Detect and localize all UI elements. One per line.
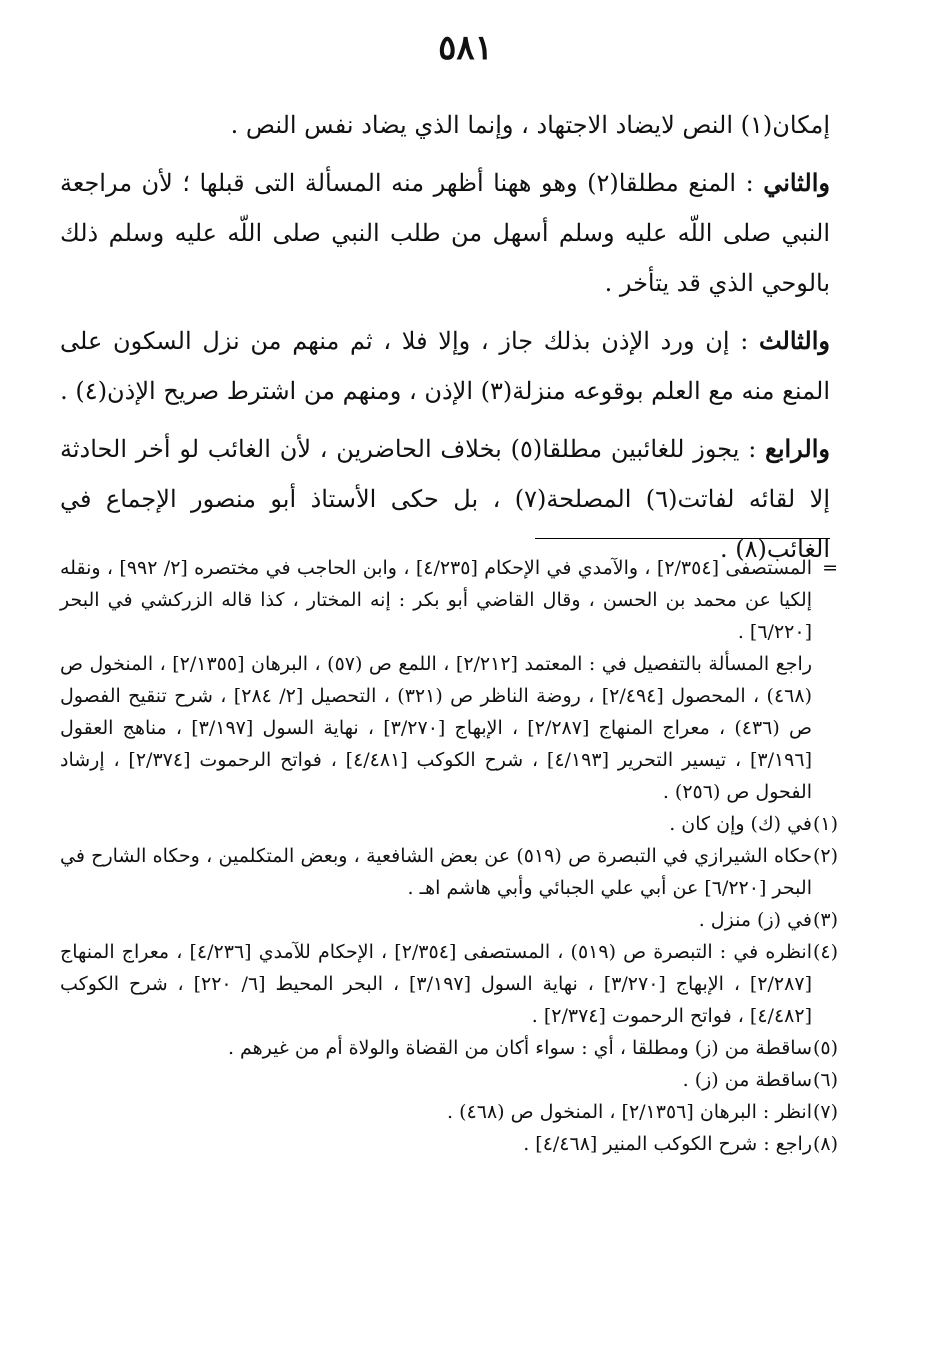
footnote-6-mark: (٦)	[812, 1069, 838, 1091]
footnote-2-mark: (٢)	[812, 845, 838, 867]
footnote-7-mark: (٧)	[812, 1101, 838, 1123]
footnote-5-mark: (٥)	[812, 1037, 838, 1059]
footnote-4-mark: (٤)	[812, 941, 838, 963]
footnote-8-mark: (٨)	[812, 1133, 838, 1155]
paragraph-3	[60, 316, 830, 416]
footnote-1-mark: (١)	[812, 813, 838, 835]
paragraph-2-lead: والثاني	[763, 168, 830, 197]
footnote-2-text: حكاه الشيرازي في التبصرة ص (٥١٩) عن بعض الشافعية ، وبعض المتكلمين ، وحكاه الشارح في البحر [٦/٢٢٠] عن أبي علي الجبائي وأبي هاشم اهـ .	[60, 845, 812, 899]
footnote-5	[60, 1032, 838, 1064]
footnote-1	[60, 808, 838, 840]
footnote-7-text: انظر : البرهان [٢/١٣٥٦] ، المنخول ص (٤٦٨) .	[447, 1101, 812, 1123]
footnote-4-text: انظره في : التبصرة ص (٥١٩) ، المستصفى [٢/٣٥٤] ، الإحكام للآمدي [٤/٢٣٦] ، معراج المنهاج [٢/٢٨٧] ، الإبهاج [٣/٢٧٠] ، نهاية السول [٣/١٩٧] ، البحر المحيط [٦/ ٢٢٠] ، شرح الكوكب [٤/٤٨٢] ، فواتح الرحموت [٢/٣٧٤] .	[60, 941, 812, 1027]
footnote-8	[60, 1128, 838, 1160]
footnote-6-text: ساقطة من (ز) .	[682, 1069, 812, 1091]
paragraph-2	[60, 158, 830, 308]
paragraph-4-text: : يجوز للغائبين مطلقا(٥) بخلاف الحاضرين ، لأن الغائب لو أخر الحادثة إلا لقائه لفاتت(٦) المصلحة(٧) ، بل حكى الأستاذ أبو منصور الإجماع في الغائب(٨) .	[60, 435, 831, 563]
footnotes	[60, 552, 838, 1160]
paragraph-3-lead: والثالث	[758, 326, 830, 355]
paragraph-4-lead: والرابع	[765, 434, 830, 463]
footnote-continuation-text: المستصفى [٢/٣٥٤] ، والآمدي في الإحكام [٤/٢٣٥] ، وابن الحاجب في مختصره [٢/ ٩٩٢] ، ونقله إلكيا عن محمد بن الحسن ، وقال القاضي أبو بكر : إنه المختار ، كذا قاله الزركشي في البحر [٦/٢٢٠] .	[60, 557, 812, 643]
continuation-marker: =	[822, 557, 838, 579]
main-text	[60, 100, 830, 582]
paragraph-1: إمكان(١) النص لايضاد الاجتهاد ، وإنما الذي يضاد نفس النص .	[230, 111, 830, 139]
footnote-continuation	[60, 552, 838, 648]
page-number: ٥٨١	[438, 28, 493, 68]
paragraph-3-text: : إن ورد الإذن بذلك جاز ، وإلا فلا ، ثم منهم من نزل السكون على المنع منه مع العلم بوقوعه منزلة(٣) الإذن ، ومنهم من اشترط صريح الإذن(٤) .	[60, 327, 830, 405]
footnote-5-text: ساقطة من (ز) ومطلقا ، أي : سواء أكان من القضاة والولاة أم من غيرهم .	[227, 1037, 812, 1059]
footnote-3-mark: (٣)	[812, 909, 838, 931]
footnote-references-text: راجع المسألة بالتفصيل في : المعتمد [٢/٢١٢] ، اللمع ص (٥٧) ، البرهان [٢/١٣٥٥] ، المنخول ص (٤٦٨) ، المحصول [٢/٤٩٤] ، روضة الناظر ص (٣٢١) ، التحصيل [٢/ ٢٨٤] ، شرح تنقيح الفصول ص (٤٣٦) ، معراج المنهاج [٢/٢٨٧] ، الإبهاج [٣/٢٧٠] ، نهاية السول [٣/١٩٧] ، مناهج العقول [٣/١٩٦] ، تيسير التحرير [٤/١٩٣] ، شرح الكوكب [٤/٤٨١] ، فواتح الرحموت [٢/٣٧٤] ، إرشاد الفحول ص (٢٥٦) .	[60, 653, 813, 803]
footnote-7	[60, 1096, 838, 1128]
footnote-3	[60, 904, 838, 936]
footnote-3-text: في (ز) منزل .	[698, 909, 812, 931]
footnote-4	[60, 936, 838, 1032]
paragraph-2-text: : المنع مطلقا(٢) وهو ههنا أظهر منه المسألة التى قبلها ؛ لأن مراجعة النبي صلى اللّه عليه وسلم أسهل من طلب النبي صلى اللّه عليه وسلم ذلك بالوحي الذي قد يتأخر .	[60, 169, 830, 297]
footnote-1-text: في (ك) وإن كان .	[669, 813, 812, 835]
footnote-2	[60, 840, 838, 904]
footnote-divider	[535, 538, 830, 539]
footnote-6	[60, 1064, 838, 1096]
footnote-8-text: راجع : شرح الكوكب المنير [٤/٤٦٨] .	[523, 1133, 812, 1155]
footnote-references	[60, 648, 838, 808]
